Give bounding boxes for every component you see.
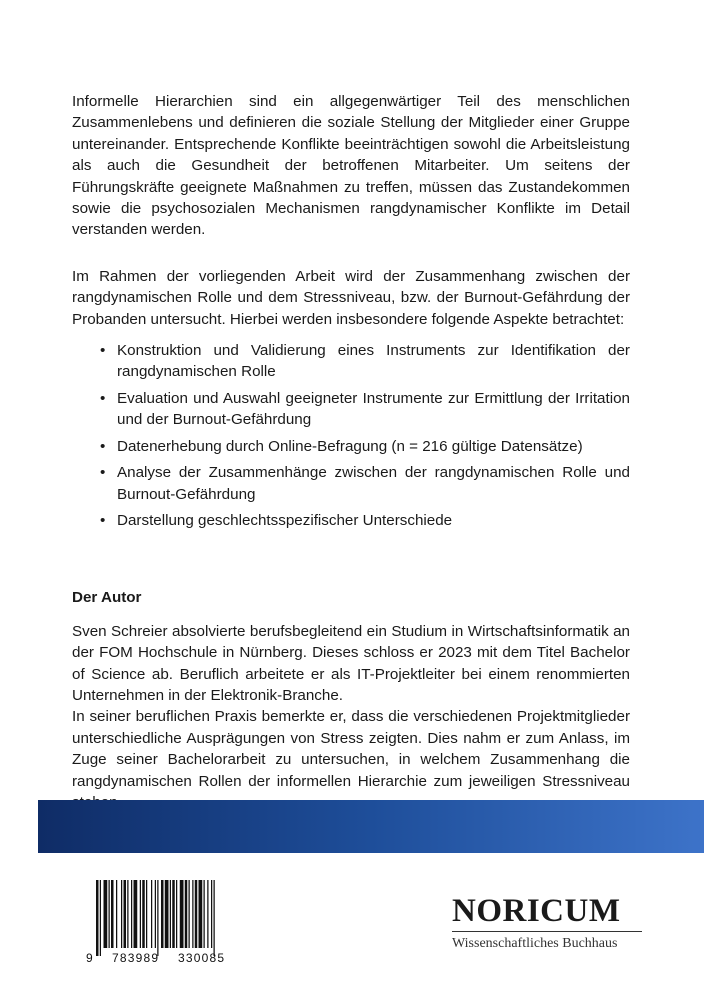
intro-paragraph-2: Im Rahmen der vorliegenden Arbeit wird der Zusammenhang zwischen der rangdynamischen Rolle und dem Stressniveau, bzw. der Burnout-Gefährdung der Probanden untersucht. Hierbei werden insbesondere folgende Aspekte betrachtet: [72, 267, 630, 328]
barcode-bar [111, 880, 114, 948]
barcode-bar [124, 880, 127, 948]
barcode-bar [172, 880, 175, 948]
publisher-subtitle: Wissenschaftliches Buchhaus [452, 936, 618, 951]
barcode-bar [109, 880, 110, 948]
barcode-bar [155, 880, 156, 948]
list-item [72, 340, 630, 383]
barcode-right-digits: 330085 [178, 951, 226, 965]
barcode-bar [214, 880, 215, 956]
aspects-list [72, 340, 630, 531]
barcode-bar [207, 880, 208, 948]
barcode-bar [161, 880, 164, 948]
bullet-icon: • [100, 437, 106, 455]
aspect-text: Darstellung geschlechtsspezifischer Unterschiede [117, 511, 453, 529]
aspect-text: Analyse der Zusammenhänge zwischen der rangdynamischen Rolle und Burnout-Gefährdung [117, 464, 630, 503]
decorative-blue-band [38, 800, 704, 853]
bullet-icon: • [100, 342, 106, 360]
barcode-bar [127, 880, 128, 948]
barcode-bar [142, 880, 145, 948]
author-paragraph-2: In seiner beruflichen Praxis bemerkte er, dass die verschiedenen Projektmitglieder unterschiedliche Ausprägungen von Stress zeigten. Dies nahm er zum Anlass, im Zuge seiner Bachelorarbeit zu untersuchen, in welchem Zusammenhang die rangdynamischen Rollen der informellen Hierarchie zum jeweiligen Stressniveau [72, 708, 630, 790]
bullet-icon: • [100, 464, 106, 482]
barcode-bar [176, 880, 177, 948]
aspect-text: Konstruktion und Validierung eines Instruments zur Identifikation der rangdynamischen Rolle [117, 342, 630, 381]
aspect-text: Evaluation und Auswahl geeigneter Instrumente zur Ermittlung der Irritation und der Burnout-Gefährdung [117, 389, 630, 429]
barcode-bar [96, 880, 99, 956]
barcode-bar [189, 880, 190, 948]
barcode-bar [204, 880, 205, 948]
author-paragraph-1: Sven Schreier absolvierte berufsbegleitend ein Studium in Wirtschaftsinformatik an der FOM Hochschule in Nürnberg. Dieses schloss er 2023 mit dem Titel Bachelor of Science ab. Beruflich arbeitete er als IT-Projektleiter bei einem renommierten Unternehmen in der Elektronik-Branche. [72, 622, 630, 704]
barcode-bar [116, 880, 117, 948]
barcode-bar [170, 880, 171, 948]
barcode-bar [104, 880, 108, 948]
barcode-bar [140, 880, 141, 948]
logo-divider [452, 931, 642, 932]
publisher-logo [452, 893, 648, 952]
list-item [72, 462, 630, 505]
barcode-bar [121, 880, 122, 948]
barcode-bar [131, 880, 132, 948]
list-item [72, 388, 630, 431]
aspect-text: Datenerhebung durch Online-Befragung (n = 216 gültige Datensätze) [117, 437, 583, 455]
barcode-first-digit: 9 [86, 951, 94, 965]
bullet-icon: • [100, 389, 106, 407]
bullet-icon: • [100, 511, 106, 529]
barcode-left-digits: 783989 [112, 951, 160, 965]
isbn-barcode [86, 880, 256, 966]
barcode-bar [211, 880, 212, 948]
author-heading: Der Autor [72, 589, 142, 607]
barcode-bar [100, 880, 101, 956]
barcode-bar [157, 880, 158, 956]
barcode-bar [180, 880, 184, 948]
barcode-bar [199, 880, 203, 948]
back-cover-text [72, 91, 630, 813]
list-item [72, 510, 630, 531]
barcode-bar [151, 880, 152, 948]
intro-paragraph-1: Informelle Hierarchien sind ein allgegenwärtiger Teil des menschlichen Zusammenlebens und definieren die soziale Stellung der Mitglieder einer Gruppe untereinander. Entsprechende Konflikte beeinträchtigen sowohl die Arbeitsleistung als auch die Gesundheit der betroffenen Mitarbeiter. Um seitens der Führungskräfte geeignete Maßnahmen zu treffen, müssen das Zustandekommen sowie die psychosozialen Mechanismen rangdynamischer Konflikte im Detail verstanden werden. [72, 93, 630, 239]
barcode-bar [146, 880, 147, 948]
barcode-bar [192, 880, 193, 948]
barcode-bar [185, 880, 188, 948]
barcode-bar [134, 880, 138, 948]
barcode-bar [195, 880, 198, 948]
publisher-name: NORICUM [452, 893, 621, 929]
barcode-bar [165, 880, 169, 948]
list-item [72, 436, 630, 457]
